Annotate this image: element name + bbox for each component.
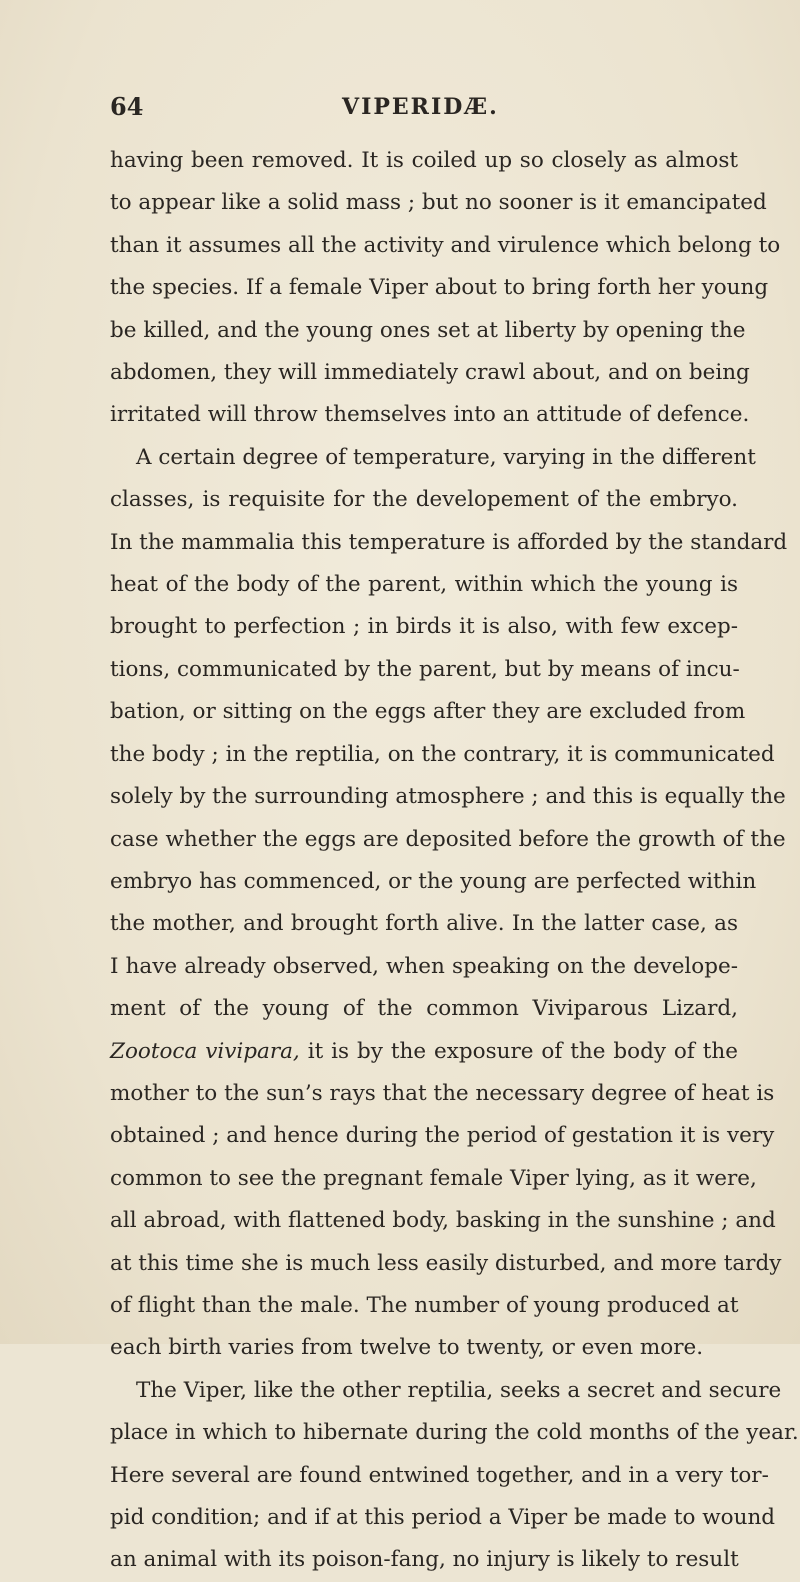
text-line: pid condition; and if at this period a Viper be made to wound: [110, 1505, 776, 1530]
text-line: bation, or sitting on the eggs after they are excluded from: [110, 699, 746, 725]
text-line: each birth varies from twelve to twenty, or even more.: [110, 1335, 704, 1361]
text-line: I have already observed, when speaking on the develope-: [110, 953, 738, 979]
page-number: 64: [110, 92, 144, 121]
text-line: In the mammalia this temperature is afforded by the standard: [110, 529, 788, 555]
text-line: at this time she is much less easily disturbed, and more tardy: [110, 1250, 782, 1276]
text-line: A certain degree of temperature, varying in the different: [136, 444, 756, 470]
text-line: common to see the pregnant female Viper lying, as it were,: [110, 1165, 757, 1191]
text-line: [110, 1031, 738, 1073]
text-line: irritated will throw themselves into an attitude of defence.: [110, 402, 750, 428]
text-line: the mother, and brought forth alive. In the latter case, as: [110, 911, 738, 937]
text-line: the species. If a female Viper about to bring forth her young: [110, 275, 769, 301]
text-line: brought to perfection ; in birds it is also, with few excep-: [110, 614, 738, 640]
text-line: The Viper, like the other reptilia, seeks a secret and secure: [136, 1377, 782, 1403]
body-text: [110, 140, 799, 1582]
text-line: an animal with its poison-fang, no injury is likely to result: [110, 1547, 739, 1573]
text-line: solely by the surrounding atmosphere ; and this is equally the: [110, 784, 786, 810]
text-line: to appear like a solid mass ; but no sooner is it emancipated: [110, 190, 767, 216]
running-title: VIPERIDÆ.: [342, 94, 499, 120]
text-line: heat of the body of the parent, within which the young is: [110, 572, 738, 598]
text-line: all abroad, with flattened body, basking in the sunshine ; and: [110, 1208, 776, 1234]
text-line: embryo has commenced, or the young are perfected within: [110, 868, 757, 894]
text-line: ment of the young of the common Viviparous Lizard,: [110, 996, 738, 1022]
text-line: of flight than the male. The number of young produced at: [110, 1292, 739, 1318]
text-line: the body ; in the reptilia, on the contrary, it is communicated: [110, 741, 775, 767]
text-line: tions, communicated by the parent, but by means of incu-: [110, 656, 740, 682]
text-line: abdomen, they will immediately crawl about, and on being: [110, 360, 750, 386]
text-fragment: it is by the exposure of the body of the: [299, 1038, 738, 1064]
text-line: be killed, and the young ones set at liberty by opening the: [110, 317, 746, 343]
text-line: obtained ; and hence during the period of gestation it is very: [110, 1123, 775, 1149]
running-head: [110, 92, 730, 132]
text-line: place in which to hibernate during the cold months of the year.: [110, 1420, 799, 1446]
text-line: Here several are found entwined together, and in a very tor-: [110, 1462, 769, 1488]
species-name: Zootoca vivipara,: [110, 1038, 300, 1064]
text-line: classes, is requisite for the developement of the embryo.: [110, 487, 738, 513]
text-line: than it assumes all the activity and virulence which belong to: [110, 232, 781, 258]
text-line: case whether the eggs are deposited before the growth of the: [110, 826, 786, 852]
text-line: mother to the sun’s rays that the necessary degree of heat is: [110, 1080, 775, 1106]
text-line: having been removed. It is coiled up so closely as almost: [110, 148, 738, 173]
